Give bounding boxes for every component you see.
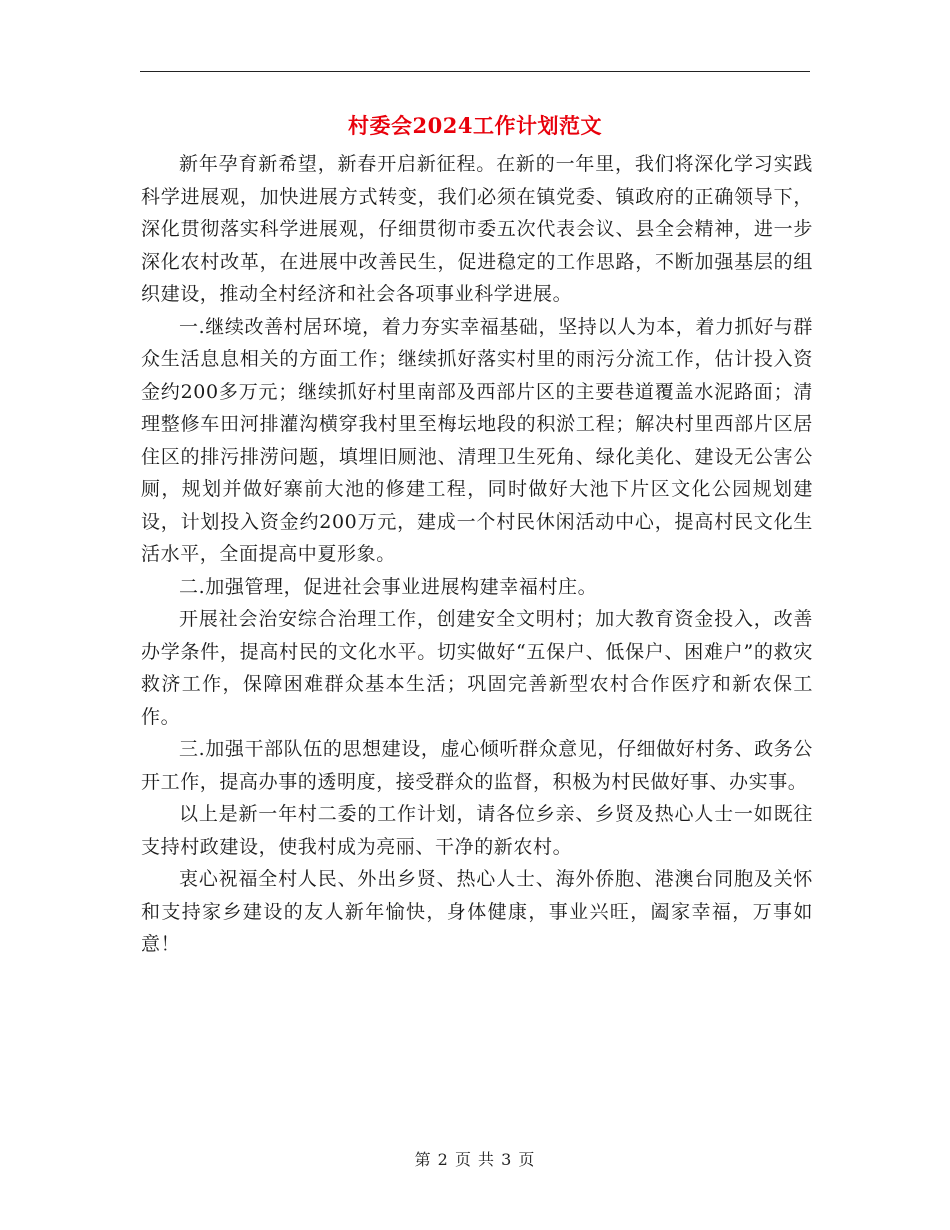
document-title: 村委会2024工作计划范文: [348, 113, 602, 138]
page-number-footer: 第 2 页 共 3 页: [414, 1150, 536, 1169]
paragraph-wishes: 衷心祝福全村人民、外出乡贤、热心人士、海外侨胞、港澳台同胞及关怀和支持家乡建设的友人新年愉快，身体健康，事业兴旺，阖家幸福，万事如意！: [141, 868, 813, 955]
paragraph-item-2-body: 开展社会治安综合治理工作，创建安全文明村；加大教育资金投入，改善办学条件，提高村民的文化水平。切实做好“五保户、低保户、困难户”的救灾救济工作，保障困难群众基本生活；巩固完善新型农村合作医疗和新农保工作。: [141, 608, 813, 728]
paragraph-closing: 以上是新一年村二委的工作计划，请各位乡亲、乡贤及热心人士一如既往支持村政建设，使我村成为亮丽、干净的新农村。: [141, 803, 813, 858]
paragraph-item-2-heading: 二.加强管理，促进社会事业进展构建幸福村庄。: [179, 575, 598, 598]
document-body: [141, 148, 813, 961]
paragraph-item-3: 三.加强干部队伍的思想建设，虚心倾听群众意见，仔细做好村务、政务公开工作，提高办事的透明度，接受群众的监督，积极为村民做好事、办实事。: [141, 738, 813, 793]
paragraph-item-1: 一.继续改善村居环境，着力夯实幸福基础，坚持以人为本，着力抓好与群众生活息息相关的方面工作；继续抓好落实村里的雨污分流工作，估计投入资金约200多万元；继续抓好村里南部及西部片区的主要巷道覆盖水泥路面；清理整修车田河排灌沟横穿我村里至梅坛地段的积淤工程；解决村里西部片区居住区的排污排涝问题，填埋旧厕池、清理卫生死角、绿化美化、建设无公害公厕，规划并做好寨前大池的修建工程，同时做好大池下片区文化公园规划建设，计划投入资金约200万元，建成一个村民休闲活动中心，提高村民文化生活水平，全面提高中夏形象。: [141, 315, 813, 565]
paragraph-intro: 新年孕育新希望，新春开启新征程。在新的一年里，我们将深化学习实践科学进展观，加快进展方式转变，我们必须在镇党委、镇政府的正确领导下，深化贯彻落实科学进展观，仔细贯彻市委五次代表会议、县全会精神，进一步深化农村改革，在进展中改善民生，促进稳定的工作思路，不断加强基层的组织建设，推动全村经济和社会各项事业科学进展。: [141, 153, 813, 305]
header-rule: [140, 71, 810, 72]
